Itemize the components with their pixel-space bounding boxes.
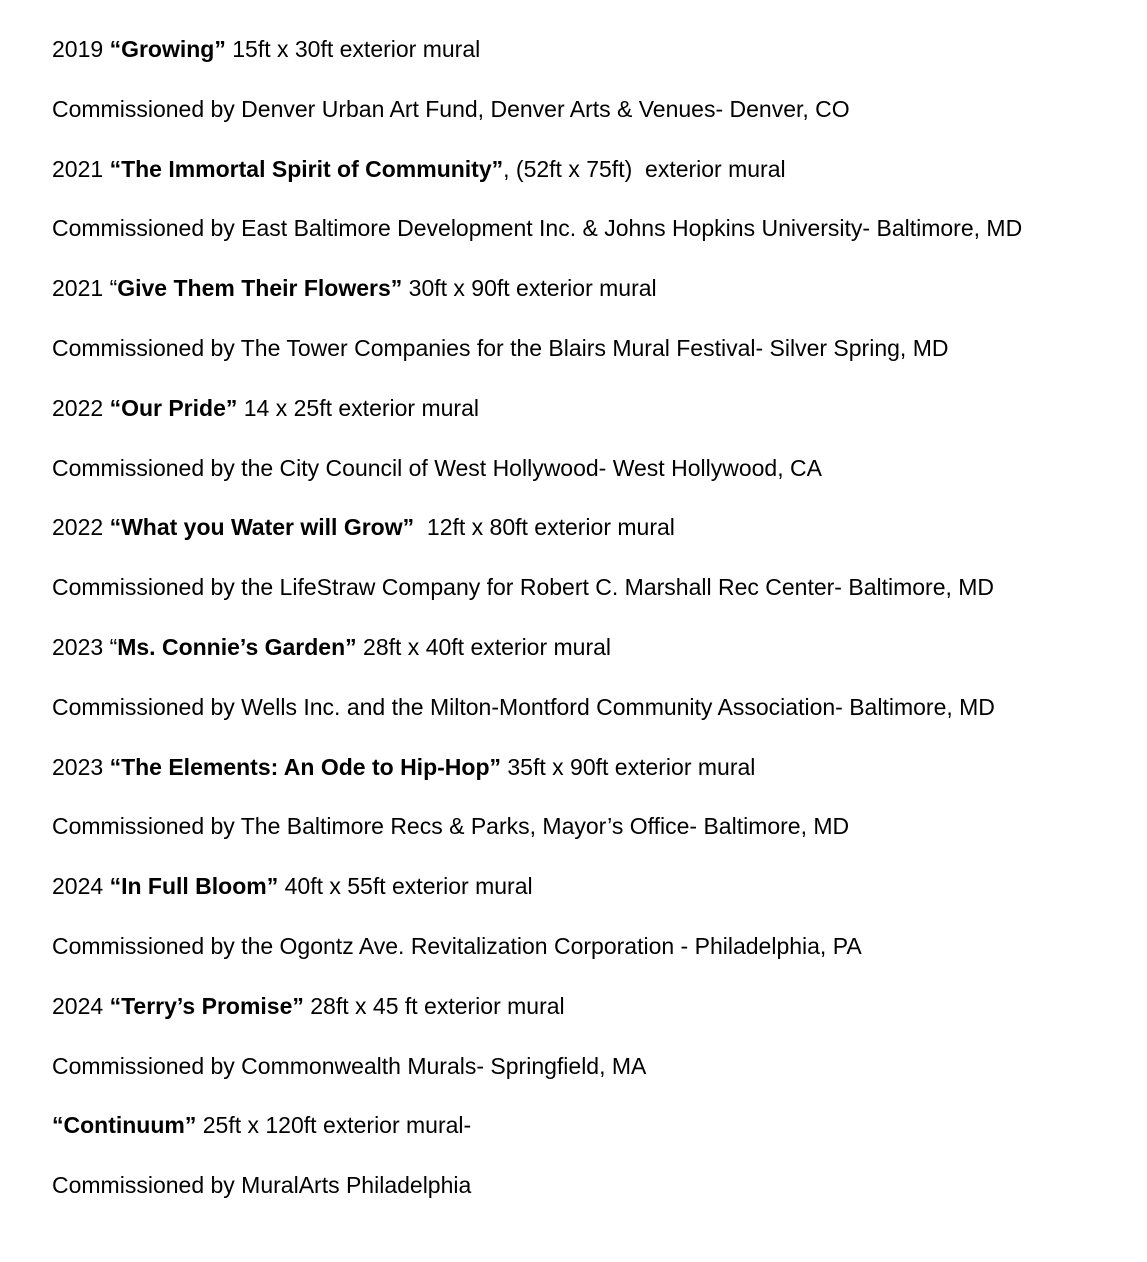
entry-commission: Commissioned by Commonwealth Murals- Springfield, MA [52, 1052, 647, 1079]
entry-heading [52, 977, 1142, 1037]
entry-details: 15ft x 30ft exterior mural [225, 36, 481, 62]
entry-details: 35ft x 90ft exterior mural [501, 753, 756, 780]
entry-title: “The Elements: An Ode to Hip-Hop” [109, 753, 501, 780]
entry-title: “Growing” [109, 36, 226, 62]
entry-details: , (52ft x 75ft) exterior mural [503, 155, 786, 182]
entry-year: 2022 [52, 394, 110, 421]
entry-details: 12ft x 80ft exterior mural [414, 514, 675, 541]
entry-title: “Terry’s Promise” [109, 992, 304, 1019]
entry-year: 2022 [52, 514, 110, 541]
entry-commission: Commissioned by MuralArts Philadelphia [52, 1172, 472, 1199]
entry-details: 28ft x 45 ft exterior mural [303, 992, 565, 1019]
entry-title-open-quote: “ [109, 633, 118, 660]
entry-commission: Commissioned by Wells Inc. and the Milton-Montford Community Association- Baltimore, MD [52, 693, 995, 720]
entry-year: 2024 [52, 992, 110, 1019]
entry-details: 28ft x 40ft exterior mural [356, 633, 612, 660]
entry-heading [52, 857, 1142, 917]
entry-heading [52, 379, 1142, 439]
entry-title: “What you Water will Grow” [109, 514, 415, 541]
entry-year: 2023 [52, 633, 110, 660]
entry-title: “In Full Bloom” [109, 873, 279, 900]
entry-year: 2024 [52, 873, 110, 900]
entry-year: 2023 [52, 753, 110, 780]
entry-details: 30ft x 90ft exterior mural [402, 275, 657, 302]
entry-details: 40ft x 55ft exterior mural [278, 873, 533, 900]
entry-heading [52, 498, 1142, 558]
entry-title: “Our Pride” [109, 394, 238, 421]
entry-commission: Commissioned by The Tower Companies for the Blairs Mural Festival- Silver Spring, MD [52, 334, 949, 361]
entry-commission: Commissioned by the City Council of West Hollywood- West Hollywood, CA [52, 454, 822, 481]
entry-heading [52, 20, 1142, 80]
entry-year: 2019 [52, 36, 110, 62]
entry-title: “Continuum” [52, 1112, 197, 1139]
entry-title-open-quote: “ [109, 275, 118, 302]
entry-heading [52, 1096, 1142, 1156]
entry-title: Give Them Their Flowers” [117, 275, 403, 302]
entry-title: Ms. Connie’s Garden” [117, 633, 357, 660]
entry-commission: Commissioned by East Baltimore Development Inc. & Johns Hopkins University- Baltimore, MD [52, 215, 1023, 242]
entry-heading [52, 738, 1142, 798]
entry-heading [52, 259, 1142, 319]
entry-heading [52, 140, 1142, 200]
entry-commission: Commissioned by Denver Urban Art Fund, Denver Arts & Venues- Denver, CO [52, 95, 850, 122]
entry-title: “The Immortal Spirit of Community” [109, 155, 504, 182]
entry-commission: Commissioned by the LifeStraw Company for Robert C. Marshall Rec Center- Baltimore, MD [52, 574, 995, 601]
entry-year: 2021 [52, 275, 110, 302]
entry-heading [52, 618, 1142, 678]
entry-commission: Commissioned by The Baltimore Recs & Parks, Mayor’s Office- Baltimore, MD [52, 813, 850, 840]
entry-details: 25ft x 120ft exterior mural- [196, 1112, 472, 1139]
entry-year: 2021 [52, 155, 110, 182]
mural-list [52, 0, 1142, 1216]
entry-commission: Commissioned by the Ogontz Ave. Revitalization Corporation - Philadelphia, PA [52, 932, 862, 959]
entry-details: 14 x 25ft exterior mural [237, 394, 479, 421]
